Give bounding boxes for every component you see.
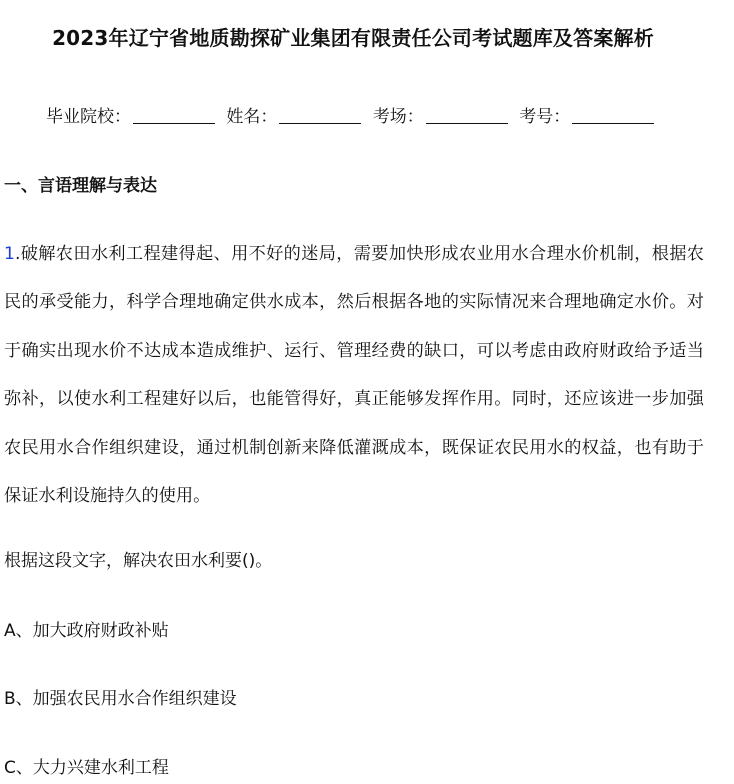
exam-number-label: 考号： bbox=[519, 107, 571, 127]
exam-room-blank[interactable] bbox=[426, 109, 508, 124]
option-c[interactable]: C、大力兴建水利工程 bbox=[4, 758, 169, 778]
option-a[interactable]: A、加大政府财政补贴 bbox=[4, 621, 169, 641]
option-b[interactable]: B、加强农民用水合作组织建设 bbox=[4, 689, 237, 709]
document-title: 2023年辽宁省地质勘探矿业集团有限责任公司考试题库及答案解析 bbox=[52, 26, 654, 50]
candidate-info-row bbox=[46, 102, 660, 127]
section-heading: 一、言语理解与表达 bbox=[4, 176, 157, 196]
question-passage: 破解农田水利工程建得起、用不好的迷局，需要加快形成农业用水合理水价机制，根据农民的承受能力，科学合理地确定供水成本，然后根据各地的实际情况来合理地确定水价。对于确实出现水价不达成本造成维护、运行、管理经费的缺口，可以考虑由政府财政给予适当弥补，以使水利工程建好以后，也能管得好，真正能够发挥作用。同时，还应该进一步加强农民用水合作组织建设，通过机制创新来降低灌溉成本，既保证农民用水的权益，也有助于保证水利设施持久的使用。 bbox=[4, 244, 704, 507]
question-number: 1 bbox=[4, 244, 15, 264]
name-label: 姓名： bbox=[226, 107, 278, 127]
question-number-separator: . bbox=[14, 244, 21, 264]
school-blank[interactable] bbox=[133, 109, 215, 124]
exam-room-label: 考场： bbox=[372, 107, 424, 127]
school-label: 毕业院校： bbox=[46, 107, 131, 127]
name-blank[interactable] bbox=[279, 109, 361, 124]
question-prompt: 根据这段文字，解决农田水利要()。 bbox=[4, 551, 273, 571]
question-passage-block bbox=[4, 230, 704, 520]
exam-number-blank[interactable] bbox=[572, 109, 654, 124]
